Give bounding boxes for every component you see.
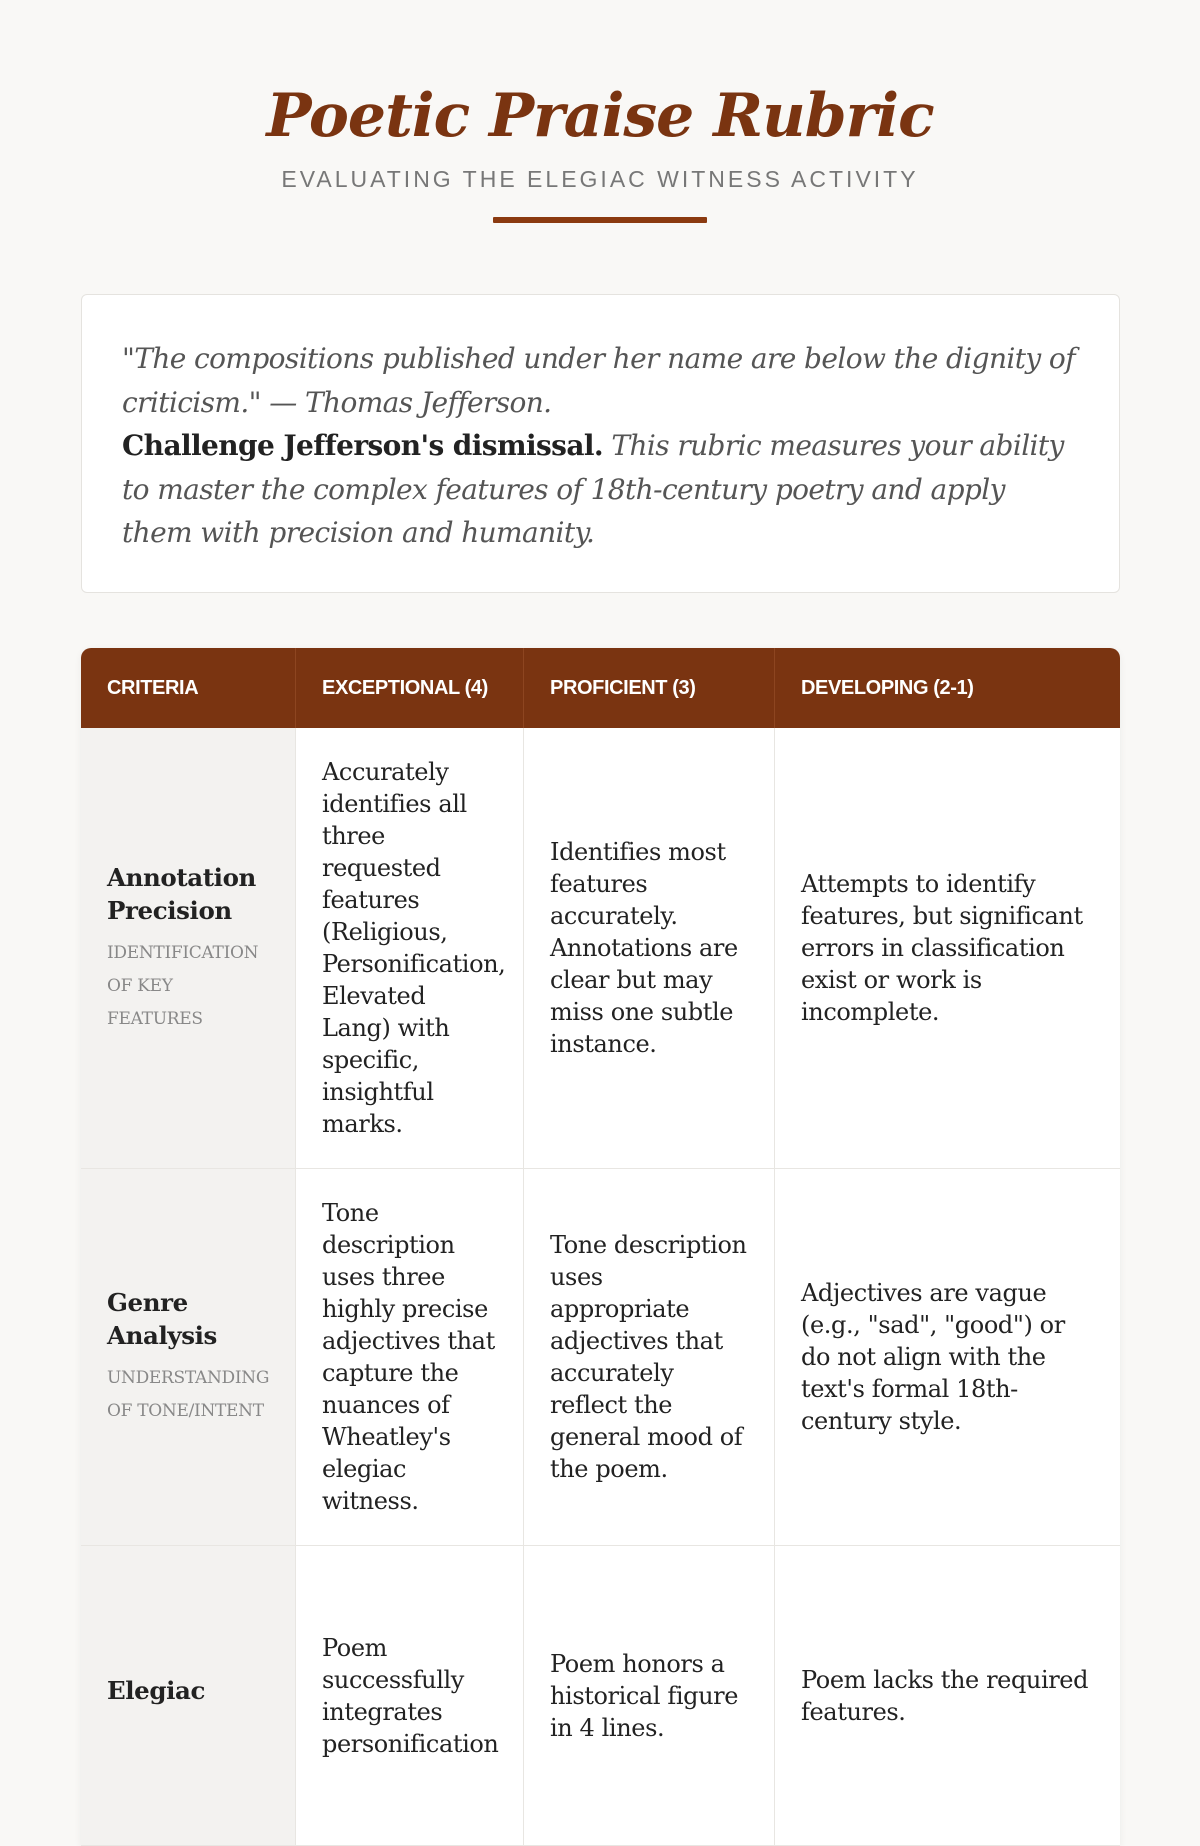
- header-proficient: PROFICIENT (3): [524, 648, 775, 728]
- header-criteria: CRITERIA: [81, 648, 296, 728]
- intro-text: [122, 337, 1079, 555]
- table-row: [81, 728, 1120, 1169]
- criteria-cell: [81, 1169, 296, 1546]
- header-exceptional: EXCEPTIONAL (4): [296, 648, 524, 728]
- criteria-subtitle: IDENTIFICATION OF KEY FEATURES: [107, 942, 259, 1029]
- developing-cell: Adjectives are vague (e.g., "sad", "good") or do not align with the text's formal 18th-century style.: [775, 1169, 1120, 1546]
- page-title: Poetic Praise Rubric: [266, 81, 934, 151]
- intro-description: This rubric measures your ability to master the complex features of 18th-century poetry and apply them with precision and humanity.: [122, 429, 1064, 549]
- intro-card: [81, 294, 1120, 593]
- proficient-cell: Poem honors a historical figure in 4 lines.: [524, 1546, 775, 1846]
- page-header: [0, 0, 1200, 223]
- rubric-table: [81, 648, 1120, 1846]
- proficient-cell: Tone description uses appropriate adjectives that accurately reflect the general mood of the poem.: [524, 1169, 775, 1546]
- jefferson-quote: "The compositions published under her name are below the dignity of criticism." — Thomas Jefferson.: [122, 342, 1075, 419]
- page-subtitle: EVALUATING THE ELEGIAC WITNESS ACTIVITY: [281, 166, 919, 192]
- criteria-name: Annotation Precision: [107, 862, 256, 925]
- criteria-name: Elegiac: [107, 1676, 205, 1705]
- title-divider: [493, 217, 707, 223]
- table-row: [81, 1169, 1120, 1546]
- criteria-cell: [81, 728, 296, 1169]
- table-header-row: [81, 648, 1120, 728]
- header-developing: DEVELOPING (2-1): [775, 648, 1120, 728]
- proficient-cell: Identifies most features accurately. Annotations are clear but may miss one subtle instance.: [524, 728, 775, 1169]
- exceptional-cell: Accurately identifies all three requested features (Religious, Personification, Elevated Lang) with specific, insightful marks.: [296, 728, 524, 1169]
- developing-cell: Poem lacks the required features.: [775, 1546, 1120, 1846]
- criteria-subtitle: UNDERSTANDING OF TONE/INTENT: [107, 1368, 270, 1421]
- exceptional-cell: Poem successfully integrates personification: [296, 1546, 524, 1846]
- challenge-statement: Challenge Jefferson's dismissal.: [122, 429, 604, 462]
- criteria-cell: [81, 1546, 296, 1846]
- criteria-name: Genre Analysis: [107, 1288, 217, 1350]
- exceptional-cell: Tone description uses three highly precise adjectives that capture the nuances of Wheatley's elegiac witness.: [296, 1169, 524, 1546]
- table-row: [81, 1546, 1120, 1846]
- developing-cell: Attempts to identify features, but significant errors in classification exist or work is incomplete.: [775, 728, 1120, 1169]
